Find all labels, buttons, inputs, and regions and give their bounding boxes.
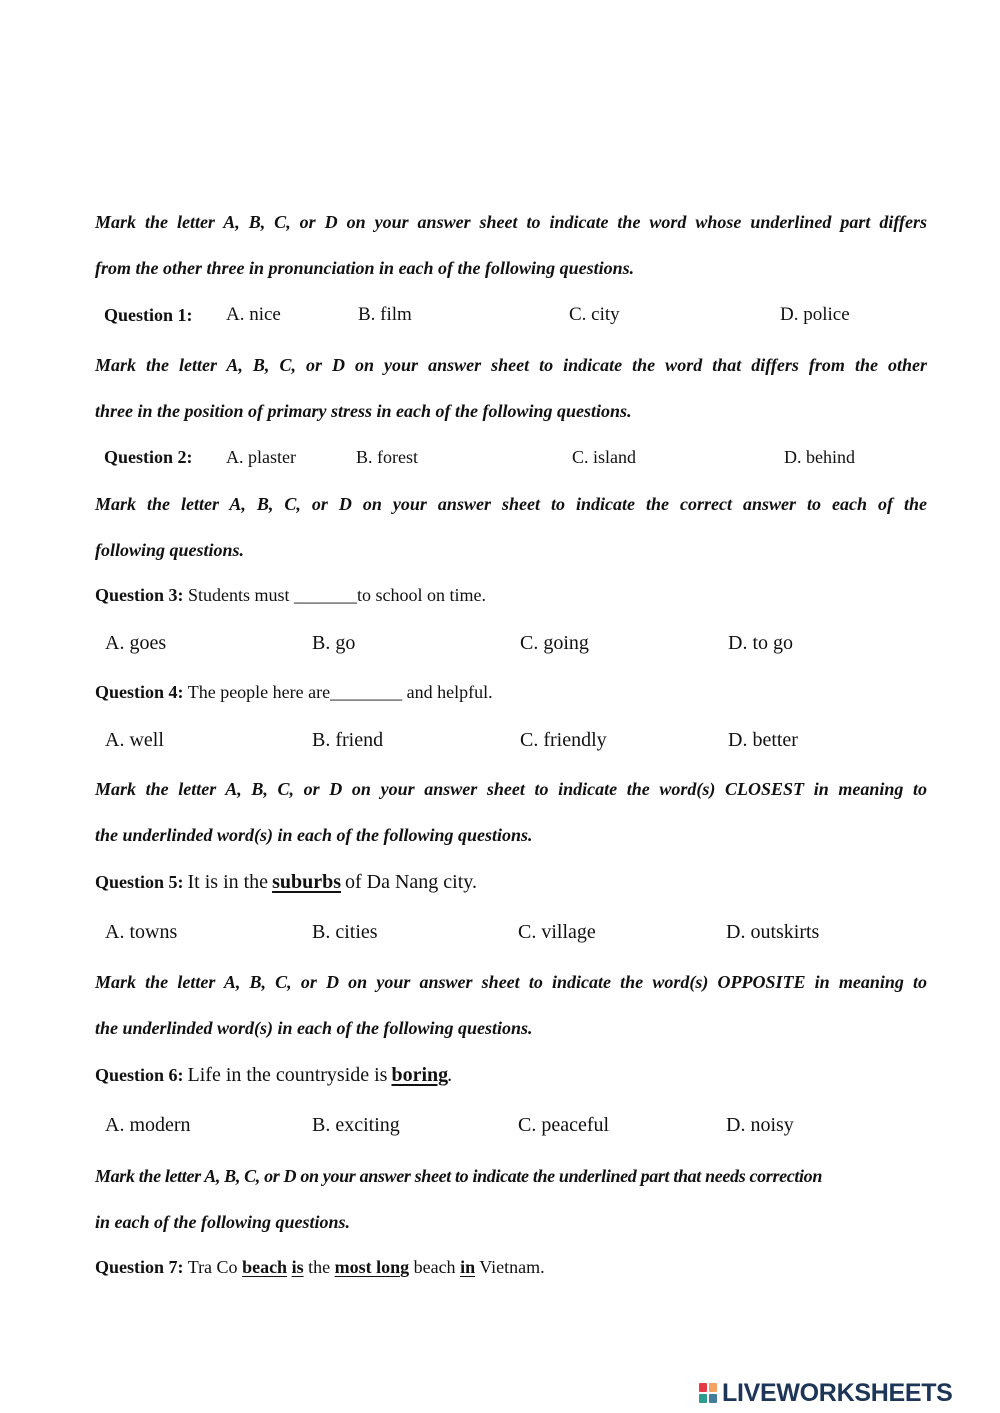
q1-option-c[interactable]: C. city — [569, 304, 620, 325]
q4-option-b[interactable]: B. friend — [312, 729, 384, 751]
question-4-label: Question 4: — [95, 682, 184, 702]
q4-option-d[interactable]: D. better — [728, 729, 798, 751]
q2-option-a[interactable]: A. plaster — [226, 447, 296, 467]
question-6-label: Question 6: — [95, 1065, 184, 1085]
q2-option-c[interactable]: C. island — [572, 447, 637, 467]
q1-option-d[interactable]: D. police — [780, 304, 850, 325]
liveworksheets-logo-icon — [698, 1381, 720, 1405]
question-5-label: Question 5: — [95, 872, 184, 892]
q6-option-a[interactable]: A. modern — [105, 1114, 191, 1136]
question-7-part-b[interactable]: is — [291, 1257, 304, 1277]
q1-option-a[interactable]: A. nice — [226, 304, 281, 325]
instruction-line: Mark the letter A, B, C, or D on your answer sheet to indicate the word(s) CLOSEST in meaning to — [95, 779, 927, 799]
instruction-line: the underlinded word(s) in each of the following questions. — [95, 1018, 533, 1038]
question-6-post: . — [447, 1064, 453, 1086]
question-6-underlined-word: boring — [391, 1064, 449, 1086]
liveworksheets-logo-text: LIVEWORKSHEETS — [722, 1378, 953, 1407]
instruction-closest — [95, 777, 927, 847]
instruction-correct-answer — [95, 492, 927, 562]
question-1-label: Question 1: — [104, 305, 193, 325]
instruction-line: Mark the letter A, B, C, or D on your answer sheet to indicate the underlined part that needs correction — [95, 1166, 822, 1186]
question-6-pre: Life in the countryside is — [187, 1064, 388, 1086]
question-7-part-a[interactable]: beach — [242, 1257, 288, 1277]
instruction-opposite — [95, 970, 927, 1040]
q6-option-b[interactable]: B. exciting — [312, 1114, 400, 1136]
instruction-stress — [95, 353, 927, 423]
question-7 — [95, 1257, 545, 1278]
q3-option-a[interactable]: A. goes — [105, 632, 167, 654]
q4-option-c[interactable]: C. friendly — [520, 729, 607, 751]
question-3 — [95, 585, 486, 606]
instruction-line: Mark the letter A, B, C, or D on your answer sheet to indicate the word(s) OPPOSITE in meaning to — [95, 972, 927, 992]
q3-option-c[interactable]: C. going — [520, 632, 589, 654]
instruction-line: Mark the letter A, B, C, or D on your answer sheet to indicate the word whose underlined part differs — [95, 212, 927, 232]
q5-option-c[interactable]: C. village — [518, 921, 596, 943]
question-7-text: beach — [413, 1257, 456, 1277]
q6-option-c[interactable]: C. peaceful — [518, 1114, 610, 1136]
question-7-part-c[interactable]: most long — [334, 1257, 410, 1277]
instruction-line: following questions. — [95, 540, 245, 560]
q1-option-b[interactable]: B. film — [358, 304, 412, 325]
instruction-line: three in the position of primary stress in each of the following questions. — [95, 401, 632, 421]
instruction-line: from the other three in pronunciation in each of the following questions. — [95, 258, 635, 278]
q2-option-b[interactable]: B. forest — [356, 447, 418, 467]
q6-option-d[interactable]: D. noisy — [726, 1114, 794, 1136]
question-7-text: Tra Co — [187, 1257, 238, 1277]
question-5 — [95, 871, 477, 894]
q5-option-b[interactable]: B. cities — [312, 921, 378, 943]
q5-option-d[interactable]: D. outskirts — [726, 921, 820, 943]
question-5-pre: It is in the — [187, 871, 269, 893]
liveworksheets-logo — [698, 1378, 953, 1408]
question-3-text: Students must _______to school on time. — [188, 585, 487, 605]
question-6 — [95, 1064, 452, 1087]
instruction-line: in each of the following questions. — [95, 1212, 351, 1232]
instruction-line: Mark the letter A, B, C, or D on your answer sheet to indicate the correct answer to each of the — [95, 494, 927, 514]
question-2-label: Question 2: — [104, 447, 193, 467]
question-4 — [95, 682, 493, 703]
question-5-underlined-word: suburbs — [272, 871, 341, 893]
q3-option-d[interactable]: D. to go — [728, 632, 793, 654]
question-3-label: Question 3: — [95, 585, 184, 605]
instruction-correction — [95, 1164, 927, 1234]
question-7-text: the — [308, 1257, 331, 1277]
q5-option-a[interactable]: A. towns — [105, 921, 178, 943]
question-7-part-d[interactable]: in — [460, 1257, 476, 1277]
instruction-pronunciation — [95, 210, 927, 280]
q2-option-d[interactable]: D. behind — [784, 447, 855, 467]
q3-option-b[interactable]: B. go — [312, 632, 356, 654]
instruction-line: the underlinded word(s) in each of the following questions. — [95, 825, 533, 845]
question-7-text: Vietnam. — [479, 1257, 545, 1277]
q4-option-a[interactable]: A. well — [105, 729, 164, 751]
question-7-label: Question 7: — [95, 1257, 184, 1277]
instruction-line: Mark the letter A, B, C, or D on your answer sheet to indicate the word that differs from the other — [95, 355, 927, 375]
question-5-post: of Da Nang city. — [345, 871, 477, 893]
question-4-text: The people here are________ and helpful. — [187, 682, 493, 702]
